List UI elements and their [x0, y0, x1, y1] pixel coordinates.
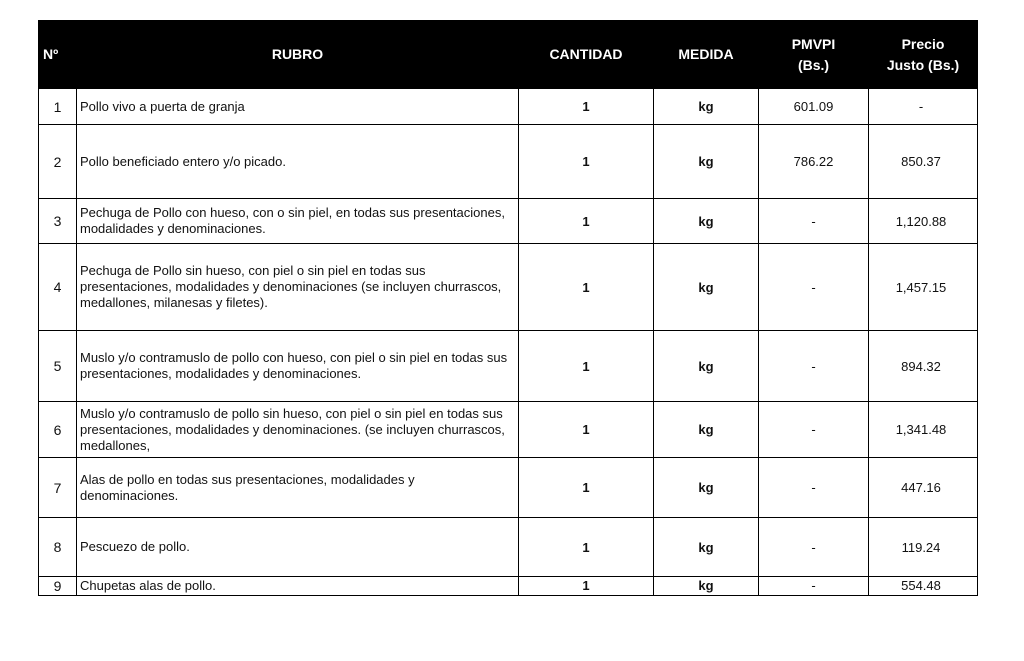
cell-precio: 119.24 — [869, 518, 978, 577]
header-n: Nº — [39, 21, 77, 89]
header-row — [39, 21, 978, 89]
cell-medida: kg — [654, 125, 759, 199]
cell-cantidad: 1 — [519, 577, 654, 596]
cell-cantidad: 1 — [519, 244, 654, 331]
cell-n: 1 — [39, 89, 77, 125]
cell-pmvpi: - — [759, 518, 869, 577]
cell-n: 6 — [39, 402, 77, 458]
cell-precio: 554.48 — [869, 577, 978, 596]
cell-pmvpi: - — [759, 402, 869, 458]
cell-cantidad: 1 — [519, 402, 654, 458]
cell-pmvpi: 786.22 — [759, 125, 869, 199]
cell-precio: 1,341.48 — [869, 402, 978, 458]
cell-pmvpi: - — [759, 244, 869, 331]
cell-rubro: Pollo beneficiado entero y/o picado. — [77, 125, 519, 199]
table-row — [39, 458, 978, 518]
cell-n: 3 — [39, 199, 77, 244]
cell-medida: kg — [654, 577, 759, 596]
cell-rubro-wrap — [77, 402, 519, 458]
cell-rubro: Alas de pollo en todas sus presentaciones, modalidades y denominaciones. — [77, 458, 519, 518]
cell-medida: kg — [654, 518, 759, 577]
cell-pmvpi: - — [759, 458, 869, 518]
header-pmvpi — [759, 21, 869, 89]
header-cantidad: CANTIDAD — [519, 21, 654, 89]
cell-pmvpi: - — [759, 577, 869, 596]
cell-cantidad: 1 — [519, 199, 654, 244]
header-precio — [869, 21, 978, 89]
cell-cantidad: 1 — [519, 331, 654, 402]
cell-n: 7 — [39, 458, 77, 518]
cell-cantidad: 1 — [519, 89, 654, 125]
cell-cantidad: 1 — [519, 125, 654, 199]
cell-rubro: Pechuga de Pollo sin hueso, con piel o sin piel en todas sus presentaciones, modalidades y denominaciones (se incluyen churrascos, medallones, milanesas y filetes). — [77, 244, 519, 331]
cell-pmvpi: - — [759, 199, 869, 244]
cell-cantidad: 1 — [519, 458, 654, 518]
cell-n: 9 — [39, 577, 77, 596]
cell-precio: 1,120.88 — [869, 199, 978, 244]
cell-medida: kg — [654, 402, 759, 458]
table-row — [39, 518, 978, 577]
cell-medida: kg — [654, 331, 759, 402]
cell-n: 5 — [39, 331, 77, 402]
cell-rubro: Pollo vivo a puerta de granja — [77, 89, 519, 125]
header-rubro: RUBRO — [77, 21, 519, 89]
cell-rubro: Pescuezo de pollo. — [77, 518, 519, 577]
table-row — [39, 244, 978, 331]
table-row — [39, 331, 978, 402]
header-medida: MEDIDA — [654, 21, 759, 89]
cell-medida: kg — [654, 458, 759, 518]
cell-medida: kg — [654, 89, 759, 125]
table-row — [39, 402, 978, 458]
cell-pmvpi: - — [759, 331, 869, 402]
table-row — [39, 125, 978, 199]
cell-rubro: Pechuga de Pollo con hueso, con o sin piel, en todas sus presentaciones, modalidades y denominaciones. — [77, 199, 519, 244]
cell-medida: kg — [654, 244, 759, 331]
cell-precio: 894.32 — [869, 331, 978, 402]
table-row — [39, 577, 978, 596]
header-precio-line2: Justo (Bs.) — [886, 56, 960, 73]
cell-rubro: Muslo y/o contramuslo de pollo con hueso, con piel o sin piel en todas sus presentaciones, modalidades y denominaciones. — [77, 331, 519, 402]
cell-precio: 447.16 — [869, 458, 978, 518]
cell-cantidad: 1 — [519, 518, 654, 577]
header-pmvpi-line1: PMVPI — [791, 35, 836, 52]
cell-precio: 1,457.15 — [869, 244, 978, 331]
table-row — [39, 89, 978, 125]
cell-rubro: Muslo y/o contramuslo de pollo sin hueso, con piel o sin piel en todas sus presentaciones, modalidades y denominaciones. (se incluyen churrascos, medallones, — [80, 405, 505, 453]
header-precio-line1: Precio — [901, 35, 945, 52]
cell-precio: 850.37 — [869, 125, 978, 199]
cell-n: 8 — [39, 518, 77, 577]
cell-precio: - — [869, 89, 978, 125]
cell-n: 2 — [39, 125, 77, 199]
cell-pmvpi: 601.09 — [759, 89, 869, 125]
cell-n: 4 — [39, 244, 77, 331]
header-pmvpi-line2: (Bs.) — [797, 56, 830, 73]
table-row — [39, 199, 978, 244]
price-table — [38, 20, 978, 596]
cell-rubro: Chupetas alas de pollo. — [77, 577, 519, 596]
cell-medida: kg — [654, 199, 759, 244]
